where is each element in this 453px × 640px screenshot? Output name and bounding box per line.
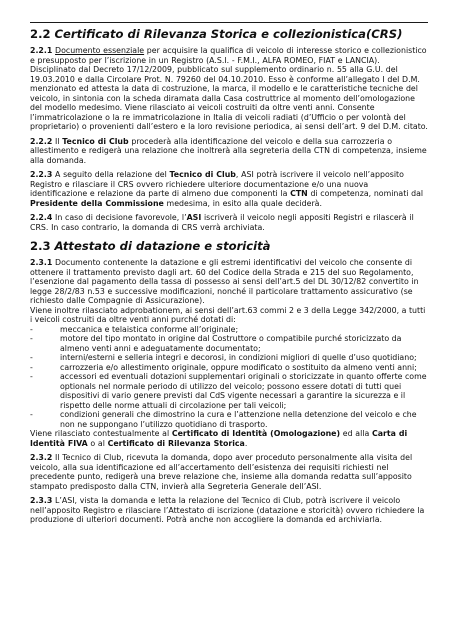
paragraph-number: 2.3.2 bbox=[30, 453, 53, 462]
list-dash: - bbox=[30, 324, 33, 334]
paragraph-text: o al bbox=[87, 438, 108, 448]
bold-term: Presidente della Commissione bbox=[30, 198, 164, 208]
paragraph-number: 2.2.4 bbox=[30, 213, 53, 222]
requirements-list bbox=[30, 325, 428, 430]
bold-term: ASI bbox=[186, 213, 202, 222]
list-item-text: condizioni generali che dimostrino la cura e l’attenzione nella detenzione del veicolo e che non ne suppongano l’utilizzo quotidiano di trasporto. bbox=[60, 410, 417, 429]
paragraph-text: . bbox=[244, 438, 248, 448]
paragraph-2-2-2 bbox=[30, 137, 428, 166]
list-dash: - bbox=[30, 362, 33, 372]
bold-term: CTN bbox=[290, 189, 308, 198]
list-item bbox=[30, 372, 428, 410]
paragraph-text: iscriverà il veicolo negli appositi Registri e rilascerà il CRS. In caso contrario, la domanda di CRS verrà archiviata. bbox=[30, 213, 414, 232]
paragraph-2-2-3 bbox=[30, 170, 428, 208]
paragraph-2-3-2 bbox=[30, 453, 428, 491]
paragraph-number: 2.3.1 bbox=[30, 258, 53, 267]
section-title: Certificato di Rilevanza Storica e colIezionistica(CRS) bbox=[54, 27, 403, 41]
underlined-term: Documento essenziale bbox=[55, 46, 145, 55]
paragraph-text: Il Tecnico di Club, ricevuta la domanda, dopo aver proceduto personalmente alla visita del veicolo, alla sua identificazione ed all’accertamento dell’esistenza dei requisiti richiesti nel precedente punto, redigerà una breve relazione che, insieme alla domanda redatta sull’apposito stampato predisposto dalla CTN, invierà alla Segreteria Generale dell’ASI. bbox=[30, 453, 413, 491]
paragraph-text: L’ASI, vista la domanda e letta la relazione del Tecnico di Club, potrà iscrivere il veicolo nell’apposito Registro e rilasciare l’Attestato di iscrizione (datazione e storicità) ovvero richiedere la produzione di ulteriori documenti. Potrà anche non accogliere la domanda ed archiviarla. bbox=[30, 496, 425, 524]
paragraph-issued-with bbox=[30, 429, 428, 448]
paragraph-number: 2.2.2 bbox=[30, 136, 53, 146]
bold-term: Certificato di Rilevanza Storica bbox=[107, 438, 245, 448]
section-rule bbox=[30, 22, 428, 23]
list-item-text: motore del tipo montato in origine dal Costruttore o compatibile purché storicizzato da almeno venti anni e adeguatamente documentato; bbox=[60, 334, 402, 353]
bold-term: Tecnico di Club bbox=[169, 170, 236, 179]
section-heading-2-2 bbox=[30, 27, 428, 41]
list-item-text: accessori ed eventuali dotazioni supplementari originali o storicizzate in quanto offerte come optionals nel normale periodo di utilizzo del veicolo; possono essere dotati di tutti quei dispositivi di vario genere previsti dal CdS vigente necessari a garantire la sicurezza e il rispetto delle norme attuali di circolazione per tali veicoli; bbox=[60, 372, 427, 410]
list-item-text: meccanica e telaistica conforme all’originale; bbox=[60, 324, 239, 334]
list-dash: - bbox=[30, 353, 33, 362]
section-title: Attestato di datazione e storicità bbox=[54, 239, 271, 253]
section-heading-2-3 bbox=[30, 239, 428, 253]
paragraph-2-3-1-continued: Viene inoltre rilasciato adprobationem, ai sensi dell’art.63 commi 2 e 3 della Legge 342/2000, a tutti i veicoli costruiti da oltre venti anni purché dotati di: bbox=[30, 305, 426, 324]
paragraph-text: Documento contenente la datazione e gli estremi identificativi del veicolo che consente di ottenere il trattamento previsto dagli art. 60 del Codice della Strada e 215 del suo Regolamento, l’esenzione dal pagamento della tassa di possesso ai sensi dell’art.5 del DL 30/12/82 convertito in legge 28/2/83 n.53 e successive modificazioni, nonché il particolare trattamento assicurativo (se richiesto dalle Compagnie di Assicurazione). bbox=[30, 258, 419, 305]
paragraph-2-3-1 bbox=[30, 258, 428, 306]
list-item bbox=[30, 325, 428, 335]
bold-term: Certificato di Identità (Omologazione) bbox=[171, 429, 341, 438]
paragraph-text: Viene rilasciato contestualmente al bbox=[30, 429, 172, 438]
list-item bbox=[30, 363, 428, 373]
list-dash: - bbox=[30, 334, 33, 343]
bold-term: Carta di Identità FIVA bbox=[30, 429, 408, 448]
paragraph-2-2-4 bbox=[30, 213, 428, 232]
list-dash: - bbox=[30, 372, 33, 381]
page-content bbox=[30, 22, 428, 530]
paragraph-2-3-3 bbox=[30, 496, 428, 525]
section-number: 2.3 bbox=[30, 239, 51, 253]
list-item-text: carrozzeria e/o allestimento originale, oppure modificato o sostituito da almeno venti anni; bbox=[60, 362, 417, 372]
paragraph-text: medesima, in esito alla quale deciderà. bbox=[163, 198, 322, 208]
list-item bbox=[30, 410, 428, 429]
paragraph-text: Il bbox=[52, 136, 63, 146]
paragraph-text: , ASI potrà iscrivere il veicolo nell’apposito Registro e rilasciare il CRS ovvero richiedere ulteriore documentazione e/o una nuova identificazione e relazione da parte di almeno due componenti la bbox=[30, 170, 404, 198]
paragraph-text: per acquisire la qualifica di veicolo di interesse storico e collezionistico e presupposto per l’iscrizione in un Registro (A.S.I. - F.M.I., ALFA ROMEO, FIAT e LANCIA). Disciplinato dal Decreto 17/12/2009, pubblicato sul supplemento ordinario n. 55 alla G.U. del 19.03.2010 e dalla Circolare Prot. N. 79260 del 04.10.2010. Esso è conforme all’allegato I del D.M. menzionato ed attesta la data di costruzione, la marca, il modello e le caratteristiche tecniche del veicolo, in sintonia con la scheda diramata dalla Casa costruttrice al momento dell’omologazione del modello medesimo. Viene rilasciato ai veicoli costruiti da oltre venti anni. Consente l’immatricolazione o la re immatricolazione in Italia di veicoli radiati (d’Ufficio o per volontà del proprietario) o provenienti dall’estero e la loro revisione periodica, ai sensi dell’art. 9 del D.M. citato. bbox=[30, 46, 428, 131]
paragraph-text: In caso di decisione favorevole, l’ bbox=[52, 213, 187, 222]
paragraph-number: 2.2.1 bbox=[30, 46, 53, 55]
section-number: 2.2 bbox=[30, 27, 51, 41]
paragraph-text: di competenza, nominati dal bbox=[307, 189, 424, 198]
paragraph-2-2-1 bbox=[30, 46, 428, 132]
paragraph-text: procederà alla identificazione del veicolo e della sua carrozzeria o allestimento e redigerà una relazione che inoltrerà alla segreteria della CTN di competenza, insieme alla domanda. bbox=[30, 136, 427, 165]
bold-term: Tecnico di Club bbox=[62, 136, 129, 146]
list-item-text: interni/esterni e selleria integri e decorosi, in condizioni migliori di quelle d’uso quotidiano; bbox=[60, 353, 417, 362]
paragraph-number: 2.3.3 bbox=[30, 496, 53, 505]
paragraph-text: A seguito della relazione del bbox=[52, 170, 170, 179]
list-item bbox=[30, 353, 428, 363]
list-item bbox=[30, 334, 428, 353]
paragraph-number: 2.2.3 bbox=[30, 170, 53, 179]
list-dash: - bbox=[30, 410, 33, 419]
paragraph-text: ed alla bbox=[340, 429, 372, 438]
